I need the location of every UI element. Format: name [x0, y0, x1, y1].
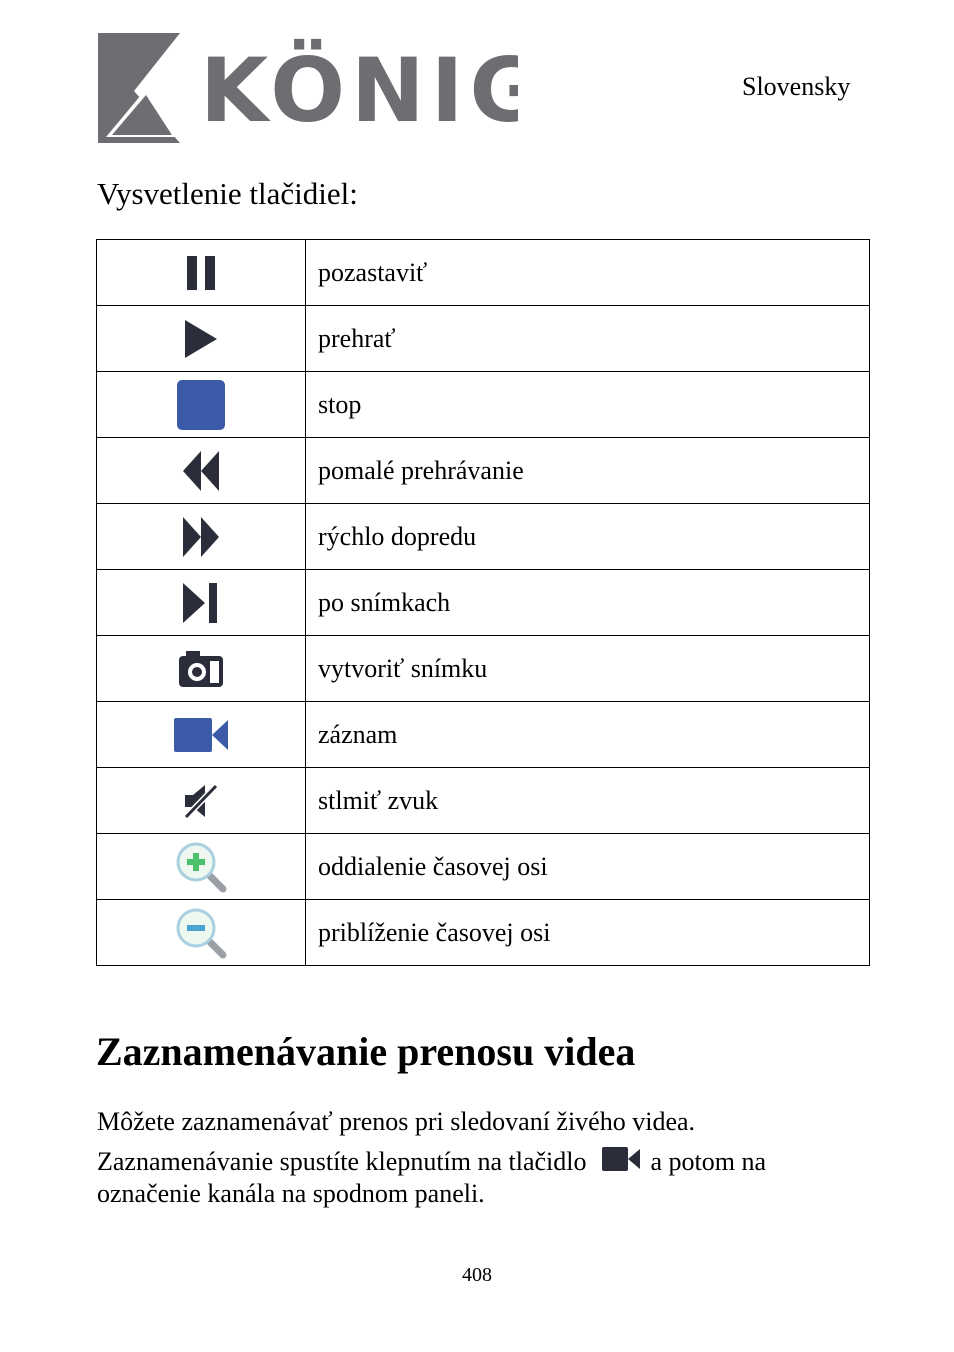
row-label: po snímkach: [306, 570, 870, 636]
konig-logo: [98, 33, 518, 145]
play-icon: [168, 306, 234, 371]
table-row: [97, 900, 870, 966]
row-label: vytvoriť snímku: [306, 636, 870, 702]
row-label: stop: [306, 372, 870, 438]
camera-icon: [168, 636, 234, 701]
line2-before: Zaznamenávanie spustíte klepnutím na tlačidlo: [97, 1147, 587, 1176]
row-label: pozastaviť: [306, 240, 870, 306]
recording-paragraph-line-2: [97, 1146, 766, 1180]
zoom-out-icon: [168, 900, 234, 965]
row-label: pomalé prehrávanie: [306, 438, 870, 504]
rewind-icon: [168, 438, 234, 503]
zoom-in-icon: [168, 834, 234, 899]
mute-icon: [168, 768, 234, 833]
table-row: [97, 702, 870, 768]
row-label: oddialenie časovej osi: [306, 834, 870, 900]
table-row: [97, 306, 870, 372]
row-label: priblíženie časovej osi: [306, 900, 870, 966]
table-row: [97, 570, 870, 636]
frame-step-icon: [168, 570, 234, 635]
stop-icon: [168, 372, 234, 437]
table-row: [97, 768, 870, 834]
page-number: 408: [462, 1264, 492, 1286]
video-camera-icon: [168, 702, 234, 767]
row-label: rýchlo dopredu: [306, 504, 870, 570]
table-row: [97, 504, 870, 570]
pause-icon: [168, 240, 234, 305]
video-camera-icon: [601, 1146, 641, 1180]
table-row: [97, 834, 870, 900]
section-title: Vysvetlenie tlačidiel:: [97, 176, 358, 211]
row-label: prehrať: [306, 306, 870, 372]
table-row: [97, 438, 870, 504]
recording-heading: Zaznamenávanie prenosu videa: [96, 1029, 636, 1074]
logo-wordmark: KÖNIG: [200, 39, 518, 142]
row-label: záznam: [306, 702, 870, 768]
recording-paragraph-line-3: označenie kanála na spodnom paneli.: [97, 1179, 485, 1208]
line2-after: a potom na: [650, 1147, 767, 1176]
table-row: [97, 240, 870, 306]
table-row: [97, 636, 870, 702]
recording-paragraph-line-1: Môžete zaznamenávať prenos pri sledovaní živého videa.: [97, 1107, 696, 1136]
row-label: stlmiť zvuk: [306, 768, 870, 834]
fast-forward-icon: [168, 504, 234, 569]
table-row: [97, 372, 870, 438]
buttons-table: [96, 239, 870, 966]
language-label: Slovensky: [742, 72, 851, 101]
